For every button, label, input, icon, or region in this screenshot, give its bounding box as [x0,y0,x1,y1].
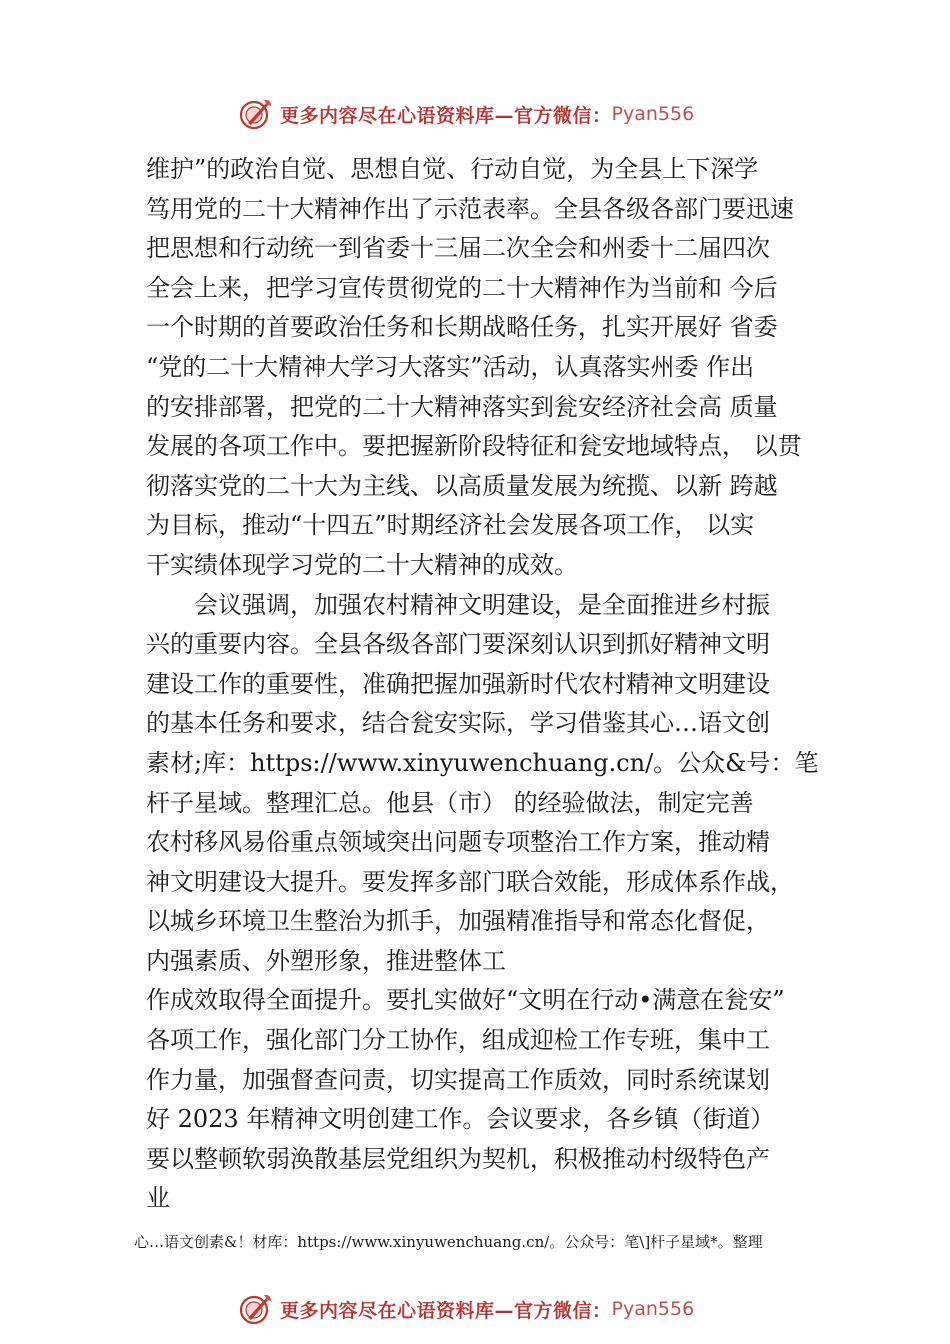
text-line: 作力量，加强督查问责，切实提高工作质效，同时系统谋划 [146,1065,770,1094]
banner-text: 更多内容尽在心语资料库—官方微信： [280,104,612,127]
text-line: 作成效取得全面提升。要扎实做好“文明在行动•满意在瓮安” [146,986,785,1015]
text-line: 发展的各项工作中。要把握新阶段特征和瓮安地域特点， 以贯 [146,432,802,461]
text-line: 的安排部署，把党的二十大精神落实到瓮安经济社会高 质量 [146,392,778,421]
wechat-id: Pyan556 [611,103,695,125]
banner-text: 更多内容尽在心语资料库—官方微信： [280,1299,612,1322]
paragraph-start-line: 会议强调，加强农村精神文明建设，是全面推进乡村振 [194,590,770,619]
text-line: 干实绩体现学习党的二十大精神的成效。 [146,550,578,579]
text-line: 建设工作的重要性，准确把握加强新时代农村精神文明建设 [146,669,770,698]
wechat-id: Pyan556 [611,1298,695,1320]
text-line: 彻落实党的二十大为主线、以高质量发展为统揽、以新 跨越 [146,471,778,500]
text-line: 全会上来，把学习宣传贯彻党的二十大精神作为当前和 今后 [146,273,778,302]
quill-logo-icon [238,96,274,132]
text-line: 业 [146,1184,170,1213]
text-line: 要以整顿软弱涣散基层党组织为契机，积极推动村级特色产 [146,1144,770,1173]
text-line: 素材;库：https://www.xinyuwenchuang.cn/。公众&号：笔 [146,748,819,777]
text-line: 兴的重要内容。全县各级各部门要深刻认识到抓好精神文明 [146,630,770,659]
text-line: “党的二十大精神大学习大落实”活动，认真落实州委 作出 [146,352,755,381]
footer-banner [238,1289,738,1329]
text-line: 农村移风易俗重点领域突出问题专项整治工作方案，推动精 [146,828,770,857]
text-line: 笃用党的二十大精神作出了示范表率。全县各级各部门要迅速 [146,194,794,223]
text-line: 各项工作，强化部门分工协作，组成迎检工作专班，集中工 [146,1026,770,1055]
text-line: 的基本任务和要求，结合瓮安实际，学习借鉴其心…语文创 [146,709,770,738]
footer-note: 心…语文创素&！材库：https://www.xinyuwenchuang.cn/。公众号：笔\]杆子星域*。整理 [134,1233,763,1251]
quill-logo-icon [238,1291,274,1327]
text-line: 内强素质、外塑形象，推进整体工 [146,946,506,975]
text-line: 杆子星域。整理汇总。他县（市） 的经验做法，制定完善 [146,788,754,817]
header-banner [238,94,738,134]
text-line: 维护”的政治自觉、思想自觉、行动自觉，为全县上下深学 [146,155,759,183]
text-line: 为目标，推动“十四五”时期经济社会发展各项工作， 以实 [146,511,755,540]
article-body [146,150,836,1219]
text-line: 以城乡环境卫生整治为抓手，加强精准指导和常态化督促， [146,907,770,936]
text-line: 好 2023 年精神文明创建工作。会议要求，各乡镇（街道） [146,1105,775,1134]
text-line: 把思想和行动统一到省委十三届二次全会和州委十二届四次 [146,234,770,263]
text-line: 一个时期的首要政治任务和长期战略任务，扎实开展好 省委 [146,313,778,342]
text-line: 神文明建设大提升。要发挥多部门联合效能，形成体系作战， [146,867,794,896]
